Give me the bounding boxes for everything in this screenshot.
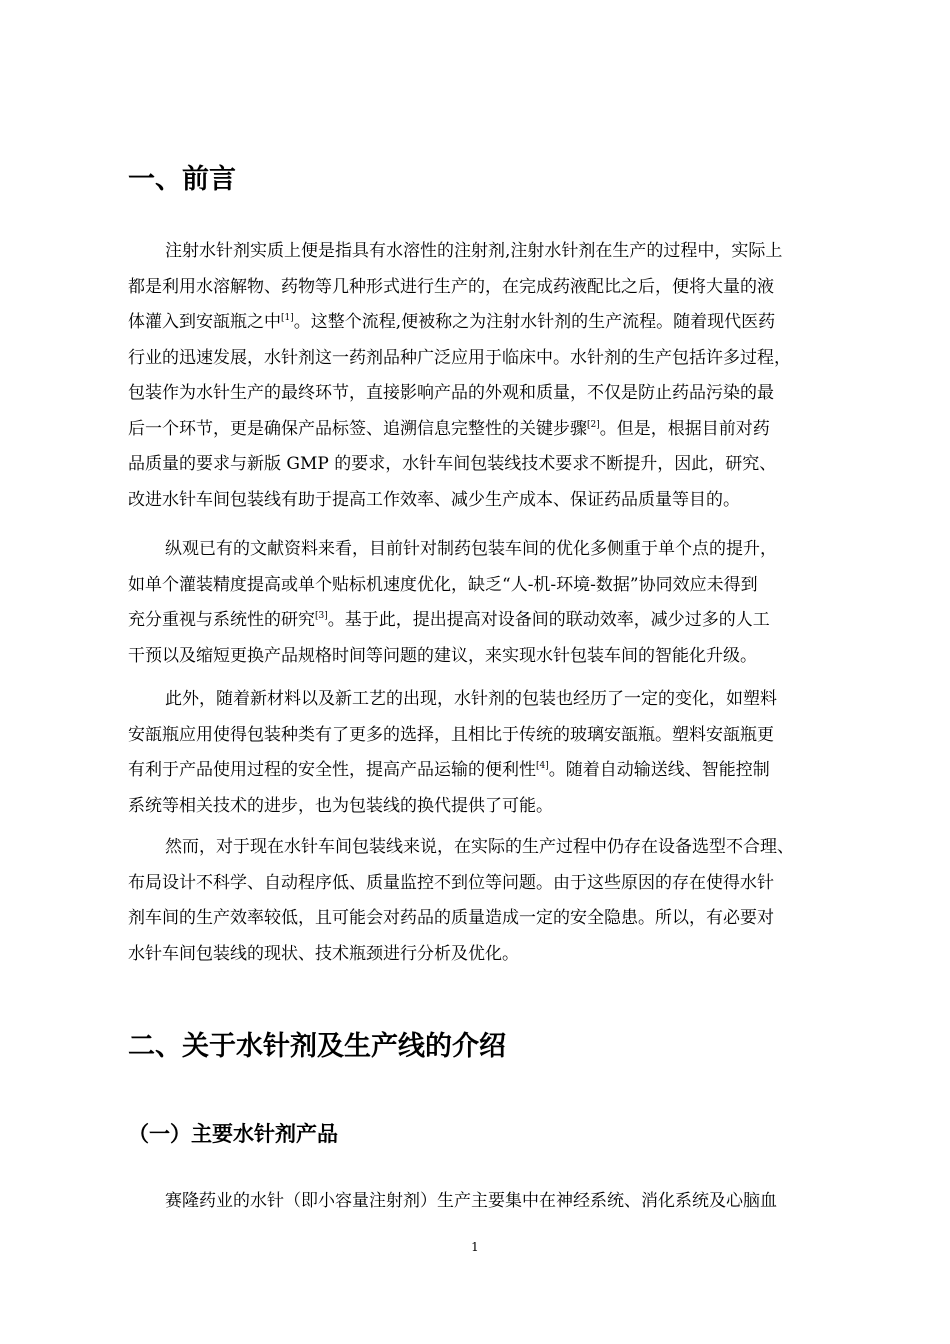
page-number: 1 (471, 1240, 479, 1254)
paragraph-line: 此外，随着新材料以及新工艺的出现，水针剂的包装也经历了一定的变化，如塑料 (165, 689, 777, 709)
paragraph-line: 干预以及缩短更换产品规格时间等问题的建议，来实现水针包装车间的智能化升级。 (128, 645, 757, 666)
text-segment: 。随着自动输送线、智能控制 (548, 760, 770, 780)
paragraph-line: 安瓿瓶应用使得包装种类有了更多的选择，且相比于传统的玻璃安瓿瓶。塑料安瓿瓶更 (128, 724, 774, 745)
section-heading-introduction: 二、关于水针剂及生产线的介绍 (128, 1031, 506, 1062)
section-heading-preface: 一、前言 (128, 164, 236, 195)
paragraph-4 (128, 830, 870, 972)
paragraph-line: 改进水针车间包装线有助于提高工作效率、减少生产成本、保证药品质量等目的。 (128, 489, 740, 510)
paragraph-line (128, 753, 870, 789)
citation-ref: [4] (536, 761, 549, 771)
paragraph-line: 赛隆药业的水针（即小容量注射剂）生产主要集中在神经系统、消化系统及心脑血 (165, 1191, 777, 1211)
text-segment: 。基于此，提出提高对设备间的联动效率，减少过多的人工 (327, 610, 770, 630)
paragraph-line: 系统等相关技术的进步，也为包装线的换代提供了可能。 (128, 795, 553, 816)
paragraph-line: 纵观已有的文献资料来看，目前针对制药包装车间的优化多侧重于单个点的提升， (165, 539, 777, 559)
paragraph-line: 如单个灌装精度提高或单个贴标机速度优化，缺乏“人-机-环境-数据”协同效应未得到 (128, 574, 758, 595)
subsection-heading-products: （一）主要水针剂产品 (128, 1122, 338, 1146)
paragraph-3 (128, 682, 870, 824)
paragraph-line: 注射水针剂实质上便是指具有水溶性的注射剂,注射水针剂在生产的过程中，实际上 (165, 241, 783, 261)
text-segment: 有利于产品使用过程的安全性，提高产品运输的便利性 (128, 760, 536, 780)
paragraph-2 (128, 532, 870, 674)
paragraph-line: 布局设计不科学、自动程序低、质量监控不到位等问题。由于这些原因的存在使得水针 (128, 872, 774, 893)
paragraph-line (128, 412, 870, 448)
citation-ref: [1] (281, 313, 294, 323)
paragraph-line: 行业的迅速发展，水针剂这一药剂品种广泛应用于临床中。水针剂的生产包括许多过程， (128, 347, 791, 368)
citation-ref: [3] (315, 611, 328, 621)
paragraph-line: 品质量的要求与新版 GMP 的要求，水针车间包装线技术要求不断提升，因此，研究、 (128, 454, 777, 474)
paragraph-line (128, 603, 870, 639)
paragraph-5 (128, 1184, 870, 1220)
paragraph-line: 水针车间包装线的现状、技术瓶颈进行分析及优化。 (128, 943, 519, 964)
citation-ref: [2] (587, 419, 600, 430)
paragraph-line: 都是利用水溶解物、药物等几种形式进行生产的，在完成药液配比之后，便将大量的液 (128, 276, 774, 297)
text-segment: 。这整个流程,便被称之为注射水针剂的生产流程。随着现代医药 (293, 312, 776, 332)
paragraph-line: 剂车间的生产效率较低，且可能会对药品的质量造成一定的安全隐患。所以，有必要对 (128, 908, 774, 928)
paragraph-line (128, 305, 870, 341)
paragraph-line: 包装作为水针生产的最终环节，直接影响产品的外观和质量，不仅是防止药品污染的最 (128, 383, 774, 403)
text-segment: 后一个环节，更是确保产品标签、追溯信息完整性的关键步骤 (128, 418, 587, 439)
text-segment: 充分重视与系统性的研究 (128, 610, 315, 630)
paragraph-line: 然而，对于现在水针车间包装线来说，在实际的生产过程中仍存在设备选型不合理、 (165, 837, 794, 857)
paragraph-1 (128, 234, 870, 518)
text-segment: 体灌入到安瓿瓶之中 (128, 312, 281, 332)
text-segment: 。但是，根据目前对药 (599, 418, 770, 439)
